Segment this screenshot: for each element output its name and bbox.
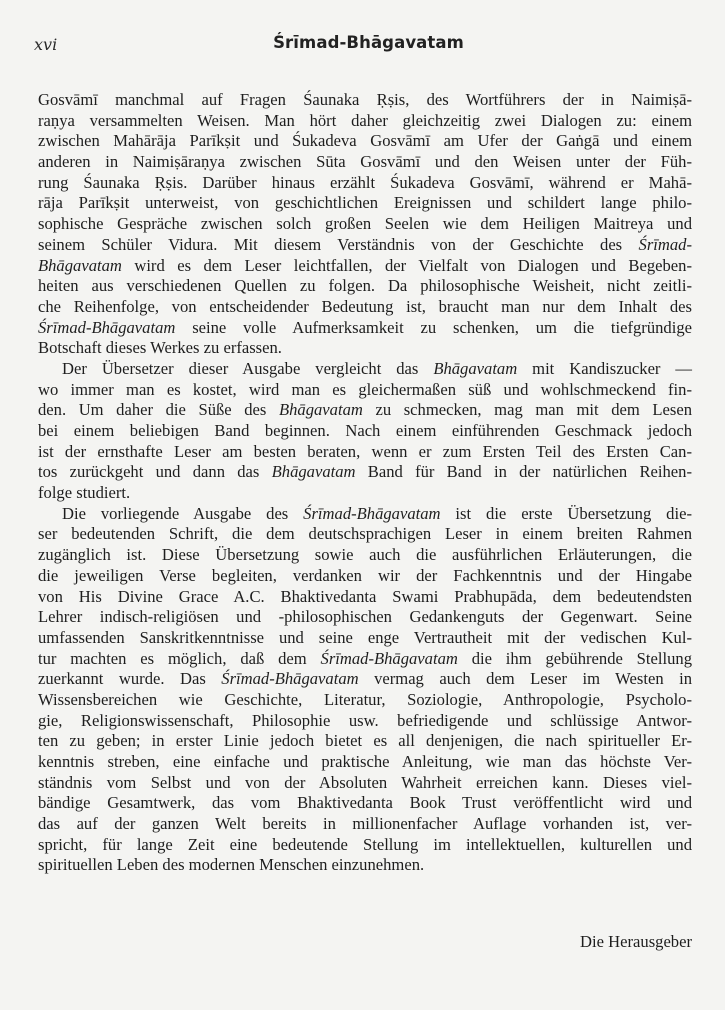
text-run: bändige Gesamtwerk, das vom Bhaktivedanta Book Trust veröffentlicht wird und [38,793,692,813]
text-run: heiten aus verschiedenen Quellen zu folgen. Da philosophische Weisheit, nicht zeitli- [38,276,692,296]
text-run: Wissensbereichen wie Geschichte, Literatur, Soziologie, Anthropologie, Psycholo- [38,689,692,709]
text-run: vermag auch dem Leser im Westen in [358,669,692,689]
text-run: ser bedeutenden Schrift, die dem deutschsprachigen Leser in einem breiten Rahmen [38,524,692,544]
text-run: sophische Gespräche zwischen solch großen Seelen wie dem Heiligen Maitreya und [38,214,692,234]
text-run: wird es dem Leser leichtfallen, der Vielfalt von Dialogen und Begeben- [121,255,692,275]
text-run: Botschaft dieses Werkes zu erfassen. [38,338,282,358]
text-run: zwischen Mahārāja Parīkṣit und Śukadeva Gosvāmī am Ufer der Gaṅgā und einem [38,131,692,151]
text-run: umfassenden Sanskritkenntnisse und seine enge Vertrautheit mit der vedischen Kul- [38,627,692,647]
text-run: tos zurückgeht und dann das [38,462,272,482]
text-line [38,669,692,690]
text-line [38,835,692,856]
text-line [38,421,692,442]
text-run: ist der ernsthafte Leser am besten beraten, wenn er zum Ersten Teil des Ersten Can- [38,441,692,461]
text-line [38,462,692,483]
paragraph [38,359,692,504]
text-run: das auf der ganzen Welt bereits in millionenfacher Auflage vorhanden ist, ver- [38,814,692,834]
text-run: mit Kandiszucker — [517,358,692,378]
text-line [38,173,692,194]
text-line [38,587,692,608]
signature: Die Herausgeber [580,932,692,951]
text-run: zugänglich ist. Diese Übersetzung sowie auch die ausführlichen Erläuterungen, die [38,545,692,565]
text-line [38,628,692,649]
italic-title: Śrīmad-Bhāgavatam [320,648,458,668]
text-run: rung Śaunaka Ṛṣis. Darüber hinaus erzählt Śukadeva Gosvāmī, während er Mahā- [38,172,692,192]
text-line [38,690,692,711]
text-line [38,814,692,835]
text-run: folge studiert. [38,483,131,503]
italic-title: Śrīmad-Bhāgavatam [303,503,441,523]
text-line [38,380,692,401]
text-line [38,793,692,814]
body-text [38,90,692,876]
text-line [38,338,692,359]
text-line [38,566,692,587]
text-line [38,111,692,132]
text-line [38,297,692,318]
text-line [38,524,692,545]
text-line [38,131,692,152]
text-run: ständnis vom Selbst und von der Absoluten Wahrheit erreichen kann. Dieses viel- [38,772,692,792]
text-line [38,193,692,214]
text-line [38,276,692,297]
text-run: seinem Schüler Vidura. Mit diesem Verständnis von der Geschichte des [38,234,639,254]
text-line [38,731,692,752]
text-line [38,607,692,628]
text-line [38,152,692,173]
text-line [38,649,692,670]
text-run: Die vorliegende Ausgabe des [62,503,304,523]
text-line [38,752,692,773]
text-run: gie, Religionswissenschaft, Philosophie usw. befriedigende und schlüssige Antwor- [38,710,692,730]
italic-title: Bhāgavatam [433,358,518,378]
text-run: kenntnis streben, eine einfache und praktische Anleitung, wie man das höchste Ver- [38,752,692,771]
text-run: zuerkannt wurde. Das [38,669,222,689]
text-line [38,235,692,256]
text-run: raṇya versammelten Weisen. Man hört daher gleichzeitig zwei Dialogen zu: einem [38,110,692,130]
text-run: spirituellen Leben des modernen Menschen einzunehmen. [38,855,425,875]
text-line [38,504,692,525]
italic-title: Śrīmad-Bhāgavatam [38,317,176,337]
text-line [38,318,692,339]
text-run: Gosvāmī manchmal auf Fragen Śaunaka Ṛṣis, des Wortführers der in Naimiṣā- [38,90,692,109]
text-line [38,545,692,566]
text-run: zu schmecken, mag man mit dem Lesen [362,400,692,420]
text-line [38,214,692,235]
text-run: die ihm gebührende Stellung [457,648,692,668]
text-run: rāja Parīkṣit unterweist, von geschichtlichen Ereignissen und schildert lange philo- [38,193,692,213]
running-head [0,33,725,57]
paragraph [38,504,692,876]
text-line [38,483,692,504]
text-line [38,442,692,463]
text-run: spricht, für lange Zeit eine bedeutende Stellung im intellektuellen, kulturellen und [38,834,692,854]
text-run: den. Um daher die Süße des [38,400,279,420]
text-line [38,400,692,421]
text-line [38,855,692,876]
text-run: ist die erste Übersetzung die- [440,503,692,523]
text-run: wo immer man es kostet, wird man es gleichermaßen süß und wohlschmeckend fin- [38,379,692,399]
text-run: Band für Band in der natürlichen Reihen- [355,462,692,482]
text-run: Lehrer indisch-religiösen und -philosophischen Gedankenguts der Gegenwart. Seine [38,607,692,627]
text-run: che Reihenfolge, von entscheidender Bedeutung ist, braucht man nur dem Inhalt des [38,296,692,316]
italic-title: Śrīmad- [638,234,692,254]
italic-title: Bhāgavatam [38,255,122,275]
text-line [38,773,692,794]
italic-title: Bhāgavatam [271,462,356,482]
text-run: bei einem beliebigen Band beginnen. Nach einem einführenden Geschmack jedoch [38,421,692,440]
italic-title: Bhāgavatam [278,400,363,420]
text-run: Der Übersetzer dieser Ausgabe vergleicht das [62,358,434,378]
text-run: seine volle Aufmerksamkeit zu schenken, um die tiefgründige [175,317,692,337]
italic-title: Śrīmad-Bhāgavatam [221,669,359,689]
text-run: tur machten es möglich, daß dem [38,648,321,668]
text-run: von His Divine Grace A.C. Bhaktivedanta Swami Prabhupāda, dem bedeutendsten [38,586,692,606]
text-line [38,90,692,111]
text-line [38,256,692,277]
text-line [38,359,692,380]
page-number: xvi [34,35,58,54]
text-run: die jeweiligen Verse begleiten, verdanken wir der Fachkenntnis und der Hingabe [38,565,692,585]
text-run: anderen in Naimiṣāraṇya zwischen Sūta Gosvāmī und den Weisen unter der Füh- [38,152,692,172]
running-title: Śrīmad-Bhāgavatam [273,33,464,52]
text-line [38,711,692,732]
text-run: ten zu geben; in erster Linie jedoch bietet es all denjenigen, die nach spiritueller Er- [38,731,692,751]
paragraph [38,90,692,359]
